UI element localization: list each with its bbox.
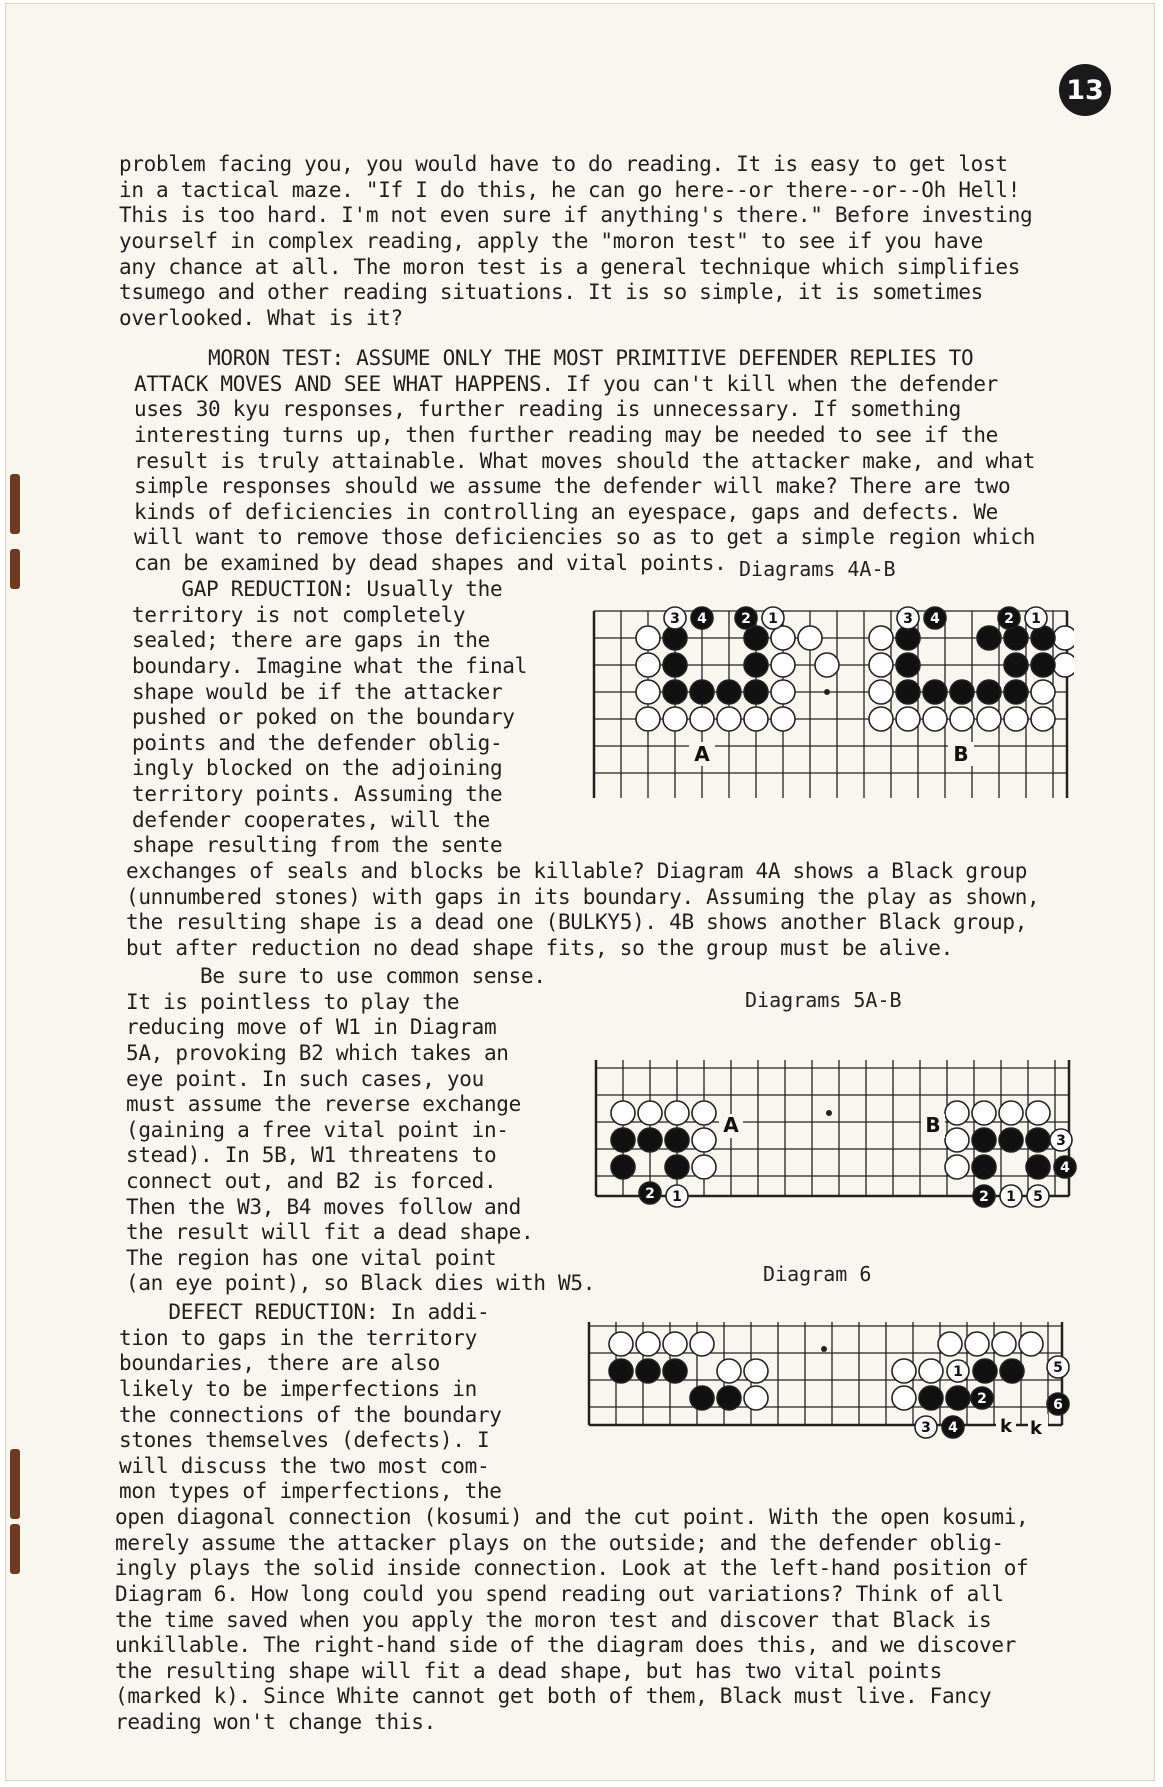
svg-text:3: 3 <box>670 611 680 627</box>
diagram-6-board <box>584 1322 1084 1446</box>
svg-text:2: 2 <box>979 1189 989 1205</box>
svg-text:A: A <box>723 1113 739 1137</box>
svg-text:k: k <box>1030 1418 1042 1439</box>
diagram-4-board <box>589 596 1074 804</box>
diagram-4-caption: Diagrams 4A-B <box>739 557 896 581</box>
page-number-badge: 13 <box>1059 64 1111 116</box>
svg-text:B: B <box>953 742 969 766</box>
svg-text:2: 2 <box>1004 611 1014 627</box>
svg-text:1: 1 <box>1031 611 1041 627</box>
svg-text:4: 4 <box>930 611 940 627</box>
diagram-5-caption: Diagrams 5A-B <box>745 988 902 1012</box>
svg-text:1: 1 <box>768 611 778 627</box>
svg-text:5: 5 <box>1053 1360 1063 1376</box>
svg-text:1: 1 <box>1006 1189 1016 1205</box>
svg-text:3: 3 <box>921 1420 931 1436</box>
svg-text:3: 3 <box>903 611 913 627</box>
svg-text:4: 4 <box>1060 1160 1070 1176</box>
binding-stitch <box>10 1449 20 1519</box>
star-point <box>824 689 830 695</box>
svg-text:2: 2 <box>977 1391 987 1407</box>
svg-text:1: 1 <box>672 1189 682 1205</box>
svg-text:6: 6 <box>1053 1397 1063 1413</box>
binding-stitch <box>10 549 20 589</box>
paragraph-gap-reduction: GAP REDUCTION: Usually the territory is not completely sealed; there are gaps in the boundary. Imagine what the final shape would be if the attacker pushed or poked on the boundary points and the defender oblig- ingly blocked on the adjoining territory points. Assuming the defender cooperates, will the shape resulting from the sente <box>132 577 527 858</box>
star-point <box>821 1346 827 1352</box>
svg-text:k: k <box>1000 1416 1012 1437</box>
svg-text:1: 1 <box>953 1364 963 1380</box>
star-point <box>826 1110 832 1116</box>
paragraph-intro: problem facing you, you would have to do reading. It is easy to get lost in a tactical maze. "If I do this, he can go here--or there--or--Oh Hell! This is too hard. I'm not even sure if anything's there." Before investing yourself in complex reading, apply the "moron test" to see if you have any chance at all. The moron test is a general technique which simplifies tsumego and other reading situations. It is so simple, it is sometimes overlooked. What is it? <box>119 152 1033 330</box>
diagram-6-caption: Diagram 6 <box>763 1262 872 1286</box>
svg-text:2: 2 <box>741 611 751 627</box>
binding-stitch <box>10 1524 20 1574</box>
svg-text:2: 2 <box>645 1186 655 1202</box>
paragraph-common-sense: Be sure to use common sense. It is pointless to play the reducing move of W1 in Diagram 5A, provoking B2 which takes an eye point. In such cases, you must assume the reverse exchange (gaining a free vital point in- stead). In 5B, W1 threatens to connect out, and B2 is forced. Then the W3, B4 moves follow and the result will fit a dead shape. The region has one vital point (an eye point), so Black dies with W5. <box>126 964 596 1296</box>
svg-text:5: 5 <box>1033 1189 1043 1205</box>
paragraph-defect-reduction-cont: open diagonal connection (kosumi) and the cut point. With the open kosumi, merely assume the attacker plays on the outside; and the defender oblig- ingly plays the solid inside connection. Look at the left-hand position of Diagram 6. How long could you spend reading out variations? Think of all the time saved when you apply the moron test and discover that Black is unkillable. The right-hand side of the diagram does this, and we discover the resulting shape will fit a dead shape, but has two vital points (marked k). Since White cannot get both of them, Black must live. Fancy reading won't change this. <box>115 1505 1029 1734</box>
diagram-5-board <box>591 1060 1081 1215</box>
binding-stitch <box>10 474 20 534</box>
book-page <box>5 3 1155 1781</box>
svg-text:3: 3 <box>1056 1133 1066 1149</box>
paragraph-moron-test: MORON TEST: ASSUME ONLY THE MOST PRIMITIVE DEFENDER REPLIES TO ATTACK MOVES AND SEE WHAT HAPPENS. If you can't kill when the defender uses 30 kyu responses, further reading is unnecessary. If something interesting turns up, then further reading may be needed to see if the result is truly attainable. What moves should the attacker make, and what simple responses should we assume the defender will make? There are two kinds of deficiencies in controlling an eyespace, gaps and defects. We will want to remove those deficiencies so as to get a simple region which can be examined by dead shapes and vital points. <box>134 346 1036 575</box>
svg-text:B: B <box>925 1113 941 1137</box>
svg-text:4: 4 <box>697 611 707 627</box>
paragraph-defect-reduction: DEFECT REDUCTION: In addi- tion to gaps in the territory boundaries, there are also likely to be imperfections in the connections of the boundary stones themselves (defects). I will discuss the two most com- mon types of imperfections, the <box>119 1300 502 1504</box>
paragraph-gap-reduction-cont: exchanges of seals and blocks be killable? Diagram 4A shows a Black group (unnumbered stones) with gaps in its boundary. Assuming the play as shown, the resulting shape is a dead one (BULKY5). 4B shows another Black group, but after reduction no dead shape fits, so the group must be alive. <box>126 859 1040 960</box>
svg-text:4: 4 <box>948 1420 958 1436</box>
svg-text:A: A <box>694 742 710 766</box>
